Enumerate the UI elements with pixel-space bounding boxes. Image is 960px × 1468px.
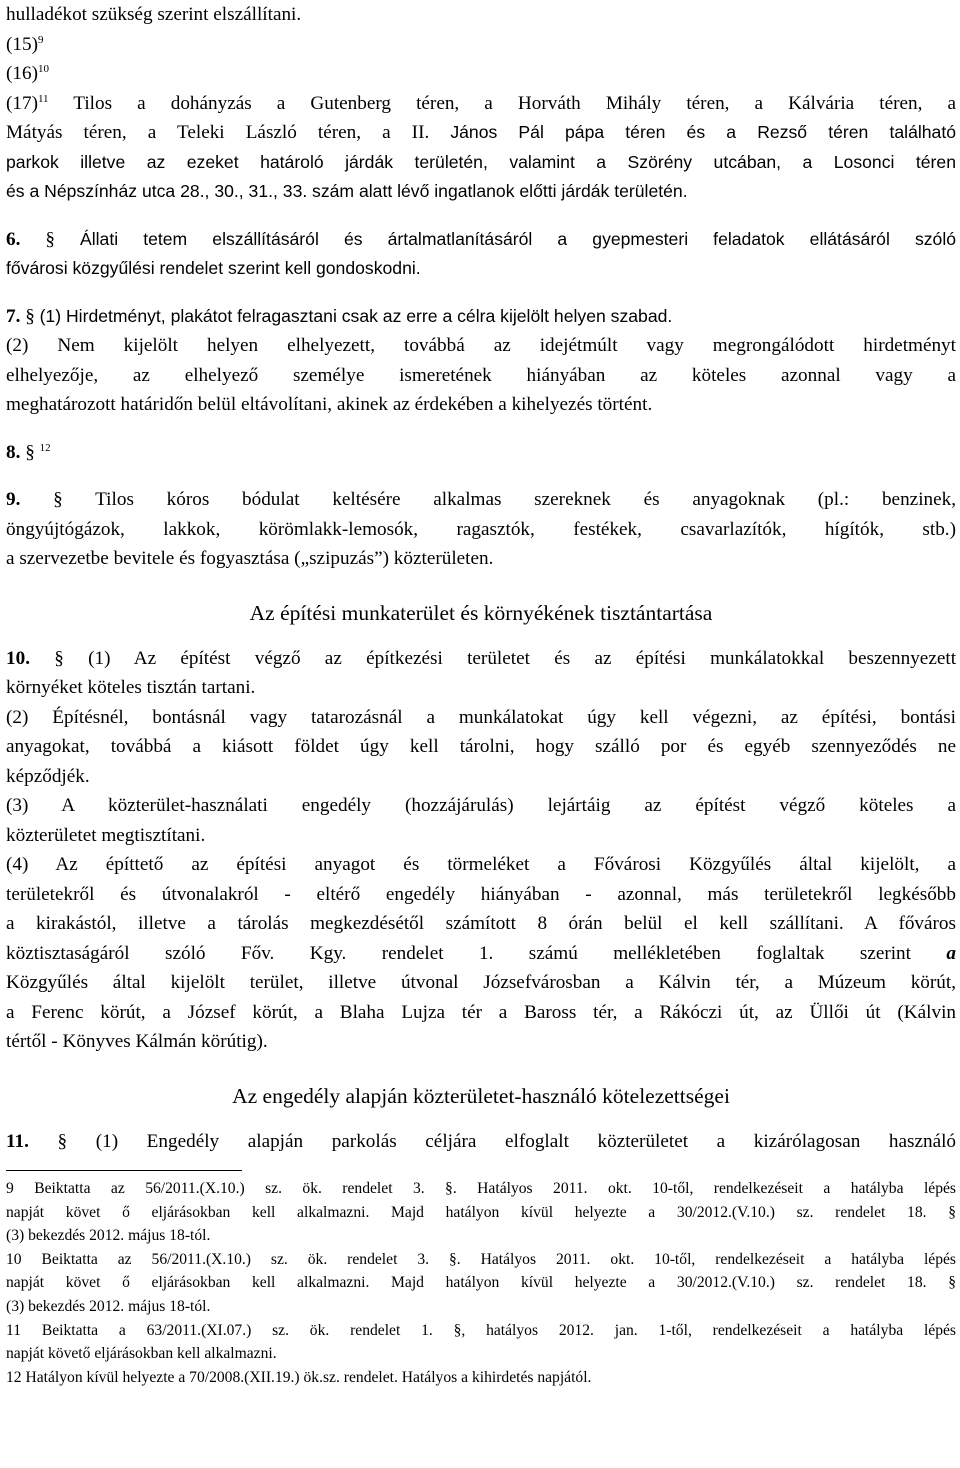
section-7-line-2: (2) Nem kijelölt helyen elhelyezett, továbbá az idejétmúlt vagy megrongálódott hirdetményt xyxy=(6,335,956,356)
footnote-ref-10[interactable]: 10 xyxy=(37,63,49,75)
paragraph-number: (17) xyxy=(6,92,38,114)
footnote-ref-12[interactable]: 12 xyxy=(39,441,51,454)
section-11-line-1 xyxy=(6,1127,956,1157)
section-number: 8. xyxy=(6,441,21,463)
footnote-9-line-2: napját követ ő eljárásokban kell alkalmazni. Majd hatályon kívül helyezte a 30/2012.(V.10.) sz. rendelet 18. § xyxy=(6,1203,956,1221)
section-sign: § xyxy=(25,441,35,463)
footnote-12-line-1: 12 Hatályon kívül helyezte a 70/2008.(XII.19.) ök.sz. rendelet. Hatályos a kihirdetés napjától. xyxy=(6,1368,592,1386)
section-10-line-8: (4) Az építtető az építési anyagot és törmeléket a Fővárosi Közgyűlés által kijelölt, a xyxy=(6,854,956,875)
section-10-line-5: képződjék. xyxy=(6,765,90,787)
section-number: 9. xyxy=(6,489,21,510)
section-7-line-4: meghatározott határidőn belül eltávolítani, akinek az érdekében a kihelyezés történt. xyxy=(6,394,653,415)
section-heading: Az építési munkaterület és környékének tisztántartása xyxy=(249,600,713,625)
footnote-divider xyxy=(6,1170,242,1171)
paragraph-17-line-4 xyxy=(6,177,956,207)
section-sign: § xyxy=(25,305,35,327)
section-number: 7. xyxy=(6,305,21,327)
footnote-11-line-2: napját követő eljárásokban kell alkalmazni. xyxy=(6,1345,277,1363)
paragraph-16 xyxy=(6,59,956,89)
section-10-line-6: (3) A közterület-használati engedély (hozzájárulás) lejártáig az építést végző köteles a xyxy=(6,795,956,816)
footnotes xyxy=(6,1177,956,1389)
paragraph-number: (15) xyxy=(6,33,38,55)
paragraph-number: (16) xyxy=(6,63,38,84)
section-10-line-9: területekről és útvonalakról - eltérő engedély hiányában - azonnal, más területekről legkésőbb xyxy=(6,883,956,905)
section-9-line-3: a szervezetbe bevitele és fogyasztása („szipuzás”) közterületen. xyxy=(6,548,494,569)
text-span: (1) Az építést végző az építkezési területet és az építési munkálatokkal beszennyezett xyxy=(88,647,957,669)
footnote-10-line-3: (3) bekezdés 2012. május 18-tól. xyxy=(6,1297,211,1315)
text-span: Tilos a dohányzás a Gutenberg téren, a Horváth Mihály téren, a Kálvária téren, a xyxy=(73,92,956,114)
paragraph-17-line-1 xyxy=(6,89,956,119)
text-span: köztisztaságáról szóló Főv. Kgy. rendelet 1. számú mellékletében foglaltak szerint xyxy=(6,942,911,964)
section-10-line-11 xyxy=(6,939,956,969)
section-number: 11. xyxy=(6,1130,29,1152)
section-10-line-3: (2) Építésnél, bontásnál vagy tatarozásnál a munkálatokat úgy kell végezni, az építési, bontási xyxy=(6,706,956,728)
paragraph-15 xyxy=(6,30,956,60)
section-8 xyxy=(6,438,956,468)
text-line: hulladékot szükség szerint elszállítani. xyxy=(6,4,302,25)
section-heading: Az engedély alapján közterületet-használó kötelezettségei xyxy=(232,1083,730,1108)
footnote-ref-9[interactable]: 9 xyxy=(37,33,44,46)
text-span: János Pál pápa téren és a Rezső téren található xyxy=(450,122,956,142)
text-span: a xyxy=(946,942,956,964)
section-10-line-4: anyagokat, továbbá a kiásott földet úgy kell tárolni, hogy szálló por és egyéb szennyeződés ne xyxy=(6,736,956,757)
text-span: (1) Hirdetményt, plakátot felragasztani csak az erre a célra kijelölt helyen szabad. xyxy=(39,305,673,326)
footnote-10-line-2: napját követ ő eljárásokban kell alkalmazni. Majd hatályon kívül helyezte a 30/2012.(V.10.) sz. rendelet 18. § xyxy=(6,1274,956,1292)
section-7-line-1 xyxy=(6,302,956,332)
section-10-line-14: tértől - Könyves Kálmán körútig). xyxy=(6,1031,268,1052)
section-6-line-1 xyxy=(6,225,956,255)
footnote-9-line-3: (3) bekezdés 2012. május 18-tól. xyxy=(6,1227,211,1245)
section-10-line-2: környéket köteles tisztán tartani. xyxy=(6,677,256,698)
section-10-line-10: a kirakástól, illetve a tárolás megkezdésétől számított 8 órán belül el kell szállítani. A főváros xyxy=(6,913,956,934)
footnote-9-line-1: 9 Beiktatta az 56/2011.(X.10.) sz. ök. rendelet 3. §. Hatályos 2011. okt. 10-től, rendelkezéseit a hatályba lépés xyxy=(6,1180,956,1197)
section-sign: § xyxy=(54,647,64,669)
text-span: szám alatt lévő ingatlanok előtti járdák területén. xyxy=(312,181,688,201)
footnote-10-line-1: 10 Beiktatta az 56/2011.(X.10.) sz. ök. rendelet 3. §. Hatályos 2011. okt. 10-től, rendelkezéseit a hatályba lépés xyxy=(6,1250,956,1268)
section-10-line-7: közterületet megtisztítani. xyxy=(6,824,206,846)
text-span: Tilos kóros bódulat keltésére alkalmas szereknek és anyagoknak (pl.: benzinek, xyxy=(95,489,957,510)
paragraph-17-line-2 xyxy=(6,118,956,148)
section-sign: § xyxy=(53,489,63,510)
section-9-line-1 xyxy=(6,485,956,515)
section-sign: § xyxy=(57,1130,68,1152)
section-number: 10. xyxy=(6,647,30,669)
section-7-line-3: elhelyezője, az elhelyező személye ismeretének hiányában az köteles azonnal vagy a xyxy=(6,364,956,386)
section-9-line-2: öngyújtógázok, lakkok, körömlakk-lemosók, ragasztók, festékek, csavarlazítók, hígítók, stb.) xyxy=(6,518,956,540)
footnote-11-line-1: 11 Beiktatta a 63/2011.(XI.07.) sz. ök. rendelet 1. §, hatályos 2012. jan. 1-től, rendelkezéseit a hatályba lépés xyxy=(6,1321,956,1339)
footnote-ref-11[interactable]: 11 xyxy=(37,92,49,105)
text-span: Állati tetem elszállításáról és ártalmatlanításáról a gyepmesteri feladatok ellátásáról szóló xyxy=(79,228,957,249)
section-10-line-13: a Ferenc körút, a József körút, a Blaha Lujza tér a Baross tér, a Rákóczi út, az Üllői út (Kálvin xyxy=(6,1001,956,1023)
section-number: 6. xyxy=(6,228,21,250)
section-10-line-1 xyxy=(6,644,956,674)
section-6-line-2: fővárosi közgyűlési rendelet szerint kell gondoskodni. xyxy=(6,258,421,278)
paragraph-17-line-3: parkok illetve az ezeket határoló járdák területén, valamint a Szörény utcában, a Losonci téren xyxy=(6,151,956,172)
section-10-line-12: Közgyűlés által kijelölt terület, illetve útvonal Józsefvárosban a Kálvin tér, a Múzeum körút, xyxy=(6,972,956,993)
text-span: és a Népszínház utca 28., 30., 31., 33. xyxy=(6,181,308,201)
text-span: Mátyás téren, a Teleki László téren, a II. xyxy=(6,122,430,143)
text-span: (1) Engedély alapján parkolás céljára elfoglalt közterületet a kizárólagosan használó xyxy=(95,1130,957,1152)
section-sign: § xyxy=(45,228,55,250)
document-page xyxy=(6,0,956,1389)
